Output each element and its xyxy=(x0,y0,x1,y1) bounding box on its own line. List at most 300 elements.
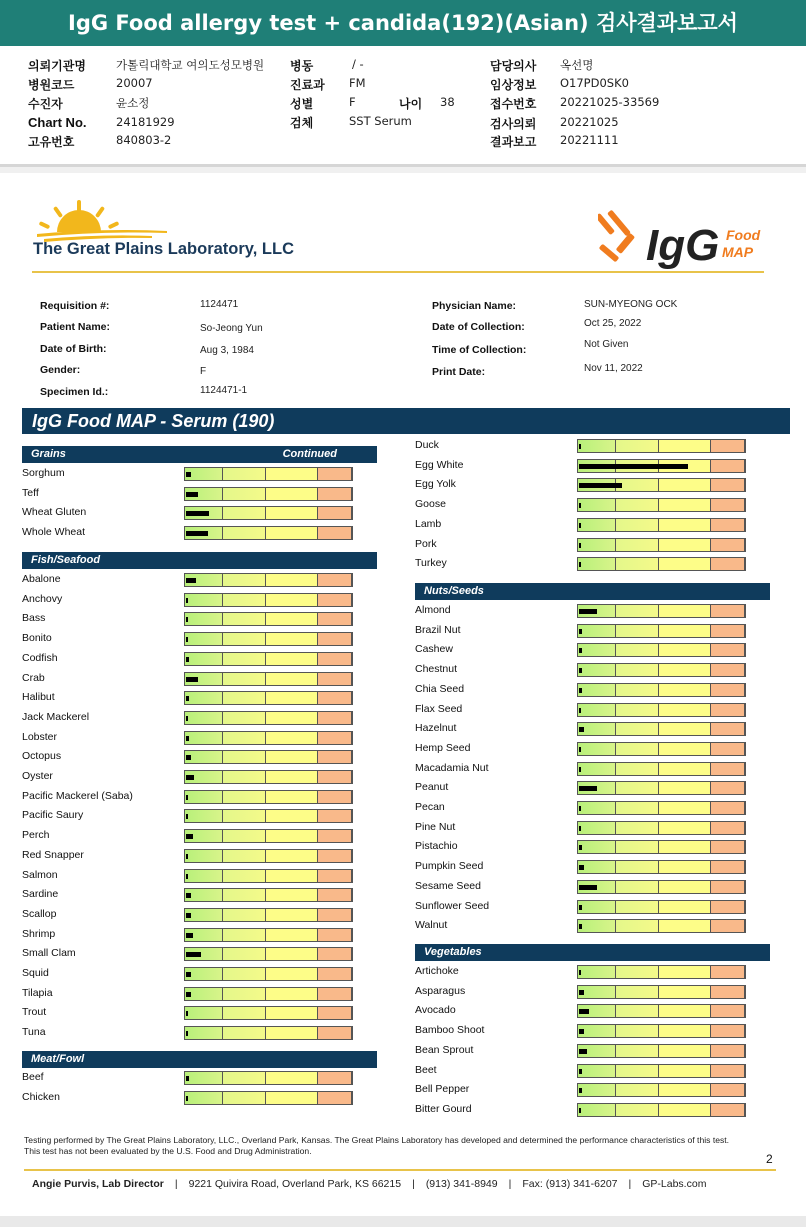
page-bottom-band xyxy=(0,1216,806,1227)
reactivity-bar xyxy=(577,498,746,512)
reactivity-zone xyxy=(711,782,745,794)
reactivity-bar xyxy=(577,1044,746,1058)
reactivity-zone xyxy=(223,468,266,480)
reactivity-zone xyxy=(711,841,745,853)
food-name: Lamb xyxy=(415,517,442,530)
food-name: Duck xyxy=(415,439,439,451)
reactivity-zone xyxy=(659,986,711,998)
reactivity-level xyxy=(186,795,188,800)
food-name: Sardine xyxy=(22,888,59,901)
food-name: Pacific Saury xyxy=(22,809,84,822)
reactivity-zone xyxy=(318,948,352,960)
reactivity-zone xyxy=(266,850,318,862)
reactivity-zone xyxy=(711,763,745,775)
reactivity-zone xyxy=(318,527,352,539)
lab-director: Angie Purvis, Lab Director xyxy=(32,1178,164,1190)
reactivity-zone xyxy=(659,1005,711,1017)
reactivity-bar xyxy=(577,478,746,492)
reactivity-zone xyxy=(318,791,352,803)
reactivity-zone xyxy=(711,499,745,511)
reactivity-bar xyxy=(577,1064,746,1078)
reactivity-zone xyxy=(266,810,318,822)
header-label: 검체 xyxy=(290,116,314,130)
reactivity-zone xyxy=(266,830,318,842)
reactivity-bar xyxy=(577,703,746,717)
reactivity-zone xyxy=(266,468,318,480)
reactivity-zone xyxy=(223,1092,266,1104)
food-name: Egg Yolk xyxy=(415,478,456,491)
reactivity-bar xyxy=(577,557,746,571)
lab-address: 9221 Quivira Road, Overland Park, KS 66215 xyxy=(188,1178,402,1190)
reactivity-zone xyxy=(578,684,616,696)
reactivity-zone xyxy=(711,901,745,913)
food-name: Asparagus xyxy=(415,984,466,997)
header-gold-rule xyxy=(32,271,764,273)
reactivity-bar xyxy=(184,467,353,481)
reactivity-zone xyxy=(711,743,745,755)
reactivity-level xyxy=(579,562,581,567)
reactivity-level xyxy=(186,1096,188,1101)
reactivity-zone xyxy=(711,1104,745,1116)
reactivity-zone xyxy=(266,771,318,783)
reactivity-level xyxy=(579,668,582,673)
reactivity-bar xyxy=(184,632,353,646)
reactivity-zone xyxy=(616,605,659,617)
reactivity-zone xyxy=(578,822,616,834)
reactivity-zone xyxy=(659,1025,711,1037)
reactivity-zone xyxy=(266,870,318,882)
reactivity-zone xyxy=(616,558,659,570)
food-name: Chestnut xyxy=(415,663,458,676)
reactivity-zone xyxy=(266,673,318,685)
header-label: 진료과 xyxy=(290,78,325,92)
header-value: 윤소정 xyxy=(116,96,150,110)
header-label: 임상정보 xyxy=(490,78,537,92)
reactivity-zone xyxy=(266,1027,318,1039)
reactivity-zone xyxy=(185,850,223,862)
reactivity-level xyxy=(186,696,189,701)
food-name: Pacific Mackerel (Saba) xyxy=(22,789,133,802)
reactivity-zone xyxy=(318,594,352,606)
reactivity-zone xyxy=(659,841,711,853)
info-value: Not Given xyxy=(584,339,629,350)
reactivity-bar xyxy=(184,987,353,1001)
reactivity-zone xyxy=(578,1065,616,1077)
reactivity-zone xyxy=(223,1007,266,1019)
reactivity-zone xyxy=(659,901,711,913)
reactivity-level xyxy=(186,716,188,721)
reactivity-zone xyxy=(318,889,352,901)
reactivity-zone xyxy=(711,881,745,893)
info-label: Physician Name: xyxy=(432,300,517,312)
igg-logo-text: IgG xyxy=(646,221,720,270)
food-name: Bean Sprout xyxy=(415,1043,474,1056)
header-label: 성별 xyxy=(290,97,314,111)
reactivity-zone xyxy=(711,664,745,676)
info-label: Print Date: xyxy=(432,366,486,378)
reactivity-zone xyxy=(659,440,711,452)
footer-contact: Angie Purvis, Lab Director | 9221 Quivira Road, Overland Park, KS 66215 | (913) 341-8949 | Fax: (913) 341-6207 | GP-Labs.com xyxy=(32,1178,707,1190)
reactivity-zone xyxy=(578,558,616,570)
header-label: 병원코드 xyxy=(28,78,75,92)
food-name: Small Clam xyxy=(22,947,76,960)
reactivity-zone xyxy=(711,1025,745,1037)
reactivity-level xyxy=(186,874,188,879)
food-name: Scallop xyxy=(22,907,57,920)
food-name: Anchovy xyxy=(22,592,63,605)
reactivity-zone xyxy=(711,986,745,998)
reactivity-bar xyxy=(577,985,746,999)
reactivity-bar xyxy=(184,487,353,501)
food-name: Sorghum xyxy=(22,467,65,479)
food-name: Hemp Seed xyxy=(415,741,471,754)
reactivity-bar xyxy=(184,691,353,705)
reactivity-level xyxy=(186,598,188,603)
food-name: Brazil Nut xyxy=(415,623,461,636)
food-name: Halibut xyxy=(22,691,55,704)
reactivity-level xyxy=(579,865,584,870)
reactivity-zone xyxy=(578,743,616,755)
reactivity-bar xyxy=(184,869,353,883)
lab-fax: Fax: (913) 341-6207 xyxy=(522,1178,618,1190)
reactivity-zone xyxy=(185,613,223,625)
food-name: Tilapia xyxy=(22,986,53,999)
reactivity-bar xyxy=(577,439,746,453)
reactivity-zone xyxy=(318,732,352,744)
reactivity-zone xyxy=(711,519,745,531)
map-title: IgG Food MAP - Serum (190) xyxy=(22,408,790,434)
reactivity-zone xyxy=(318,488,352,500)
reactivity-level xyxy=(579,905,582,910)
food-name: Almond xyxy=(415,604,451,616)
food-name: Tuna xyxy=(22,1026,46,1039)
section-header xyxy=(22,1051,377,1068)
reactivity-bar xyxy=(184,1091,353,1105)
section-header xyxy=(415,583,770,600)
reactivity-level xyxy=(186,913,191,918)
lab-phone: (913) 341-8949 xyxy=(425,1178,498,1190)
reactivity-zone xyxy=(711,704,745,716)
reactivity-bar xyxy=(577,1103,746,1117)
reactivity-zone xyxy=(616,743,659,755)
reactivity-zone xyxy=(711,460,745,472)
reactivity-zone xyxy=(223,653,266,665)
section-continued: Continued xyxy=(282,448,337,460)
reactivity-level xyxy=(579,826,581,831)
reactivity-zone xyxy=(266,732,318,744)
food-name: Pine Nut xyxy=(415,820,456,833)
reactivity-zone xyxy=(659,605,711,617)
reactivity-level xyxy=(186,492,198,497)
lab-website[interactable]: GP-Labs.com xyxy=(642,1178,707,1190)
reactivity-bar xyxy=(184,829,353,843)
reactivity-zone xyxy=(711,920,745,932)
reactivity-zone xyxy=(711,861,745,873)
header-value: F xyxy=(349,95,356,109)
reactivity-zone xyxy=(616,986,659,998)
header-label: 고유번호 xyxy=(28,135,75,149)
reactivity-level xyxy=(579,845,582,850)
reactivity-zone xyxy=(185,692,223,704)
reactivity-zone xyxy=(711,1084,745,1096)
reactivity-zone xyxy=(223,732,266,744)
reactivity-zone xyxy=(616,644,659,656)
reactivity-level xyxy=(186,755,191,760)
reactivity-level xyxy=(186,992,191,997)
info-label: Specimen Id.: xyxy=(40,386,109,398)
header-label: 결과보고 xyxy=(490,135,537,149)
reactivity-zone xyxy=(659,861,711,873)
header-value: SST Serum xyxy=(349,114,412,128)
reactivity-zone xyxy=(711,822,745,834)
reactivity-zone xyxy=(711,479,745,491)
reactivity-zone xyxy=(659,664,711,676)
reactivity-level xyxy=(186,814,188,819)
reactivity-zone xyxy=(616,704,659,716)
reactivity-bar xyxy=(577,604,746,618)
reactivity-level xyxy=(186,637,188,642)
reactivity-zone xyxy=(185,1007,223,1019)
info-label: Date of Birth: xyxy=(40,343,107,355)
reactivity-zone xyxy=(616,763,659,775)
food-name: Crab xyxy=(22,671,45,684)
food-name: Teff xyxy=(22,486,39,499)
food-name: Bonito xyxy=(22,632,52,645)
header-value: O17PD0SK0 xyxy=(560,76,629,90)
reactivity-zone xyxy=(223,870,266,882)
header-label: 검사의뢰 xyxy=(490,117,537,131)
reactivity-zone xyxy=(616,802,659,814)
reactivity-zone xyxy=(578,802,616,814)
reactivity-zone xyxy=(223,889,266,901)
reactivity-zone xyxy=(266,889,318,901)
reactivity-zone xyxy=(659,1045,711,1057)
reactivity-level xyxy=(579,523,581,528)
reactivity-level xyxy=(579,1108,581,1113)
reactivity-zone xyxy=(266,594,318,606)
reactivity-level xyxy=(186,472,191,477)
reactivity-zone xyxy=(659,519,711,531)
reactivity-zone xyxy=(578,1104,616,1116)
reactivity-zone xyxy=(318,468,352,480)
reactivity-level xyxy=(186,1011,188,1016)
info-label: Requisition #: xyxy=(40,300,110,312)
reactivity-zone xyxy=(185,1027,223,1039)
reactivity-zone xyxy=(659,822,711,834)
reactivity-level xyxy=(579,464,688,469)
reactivity-zone xyxy=(223,692,266,704)
reactivity-zone xyxy=(318,1072,352,1084)
food-name: Bell Pepper xyxy=(415,1083,470,1096)
reactivity-zone xyxy=(223,613,266,625)
reactivity-bar xyxy=(184,967,353,981)
info-value: So-Jeong Yun xyxy=(200,323,263,334)
reactivity-zone xyxy=(318,1027,352,1039)
reactivity-zone xyxy=(223,488,266,500)
reactivity-zone xyxy=(578,499,616,511)
header-label: 수진자 xyxy=(28,97,63,111)
reactivity-level xyxy=(579,885,597,890)
food-name: Shrimp xyxy=(22,927,56,940)
header-value: 24181929 xyxy=(116,115,175,129)
reactivity-bar xyxy=(577,742,746,756)
reactivity-zone xyxy=(659,499,711,511)
reactivity-bar xyxy=(184,849,353,863)
reactivity-zone xyxy=(711,539,745,551)
reactivity-zone xyxy=(266,1072,318,1084)
reactivity-zone xyxy=(266,712,318,724)
reactivity-zone xyxy=(711,440,745,452)
igg-logo-sub: Food xyxy=(726,227,761,243)
reactivity-zone xyxy=(578,625,616,637)
reactivity-level xyxy=(579,483,622,488)
reactivity-zone xyxy=(266,988,318,1000)
reactivity-zone xyxy=(185,870,223,882)
reactivity-zone xyxy=(616,519,659,531)
header-value: 38 xyxy=(440,95,455,109)
reactivity-zone xyxy=(616,966,659,978)
reactivity-zone xyxy=(185,594,223,606)
food-name: Salmon xyxy=(22,868,58,881)
reactivity-zone xyxy=(318,988,352,1000)
section-title: Vegetables xyxy=(424,946,482,958)
header-label: Chart No. xyxy=(28,115,87,130)
reactivity-zone xyxy=(266,507,318,519)
reactivity-level xyxy=(579,1088,582,1093)
reactivity-bar xyxy=(184,809,353,823)
reactivity-zone xyxy=(266,929,318,941)
reactivity-bar xyxy=(577,1004,746,1018)
reactivity-zone xyxy=(659,802,711,814)
reactivity-level xyxy=(579,767,581,772)
info-label: Patient Name: xyxy=(40,321,111,333)
reactivity-zone xyxy=(266,909,318,921)
food-name: Chicken xyxy=(22,1090,60,1103)
section-title: Meat/Fowl xyxy=(31,1053,85,1065)
food-name: Pecan xyxy=(415,801,445,813)
header-label: 병동 xyxy=(290,59,314,73)
food-name: Bitter Gourd xyxy=(415,1102,472,1115)
reactivity-zone xyxy=(616,822,659,834)
reactivity-level xyxy=(186,972,191,977)
section-header xyxy=(22,446,377,463)
reactivity-level xyxy=(579,708,581,713)
reactivity-bar xyxy=(577,801,746,815)
food-name: Pistachio xyxy=(415,840,458,853)
reactivity-zone xyxy=(659,704,711,716)
info-label: Time of Collection: xyxy=(432,344,527,356)
reactivity-zone xyxy=(318,909,352,921)
reactivity-zone xyxy=(223,1027,266,1039)
food-name: Abalone xyxy=(22,573,61,585)
reactivity-zone xyxy=(711,1065,745,1077)
reactivity-zone xyxy=(711,605,745,617)
reactivity-bar xyxy=(184,506,353,520)
reactivity-level xyxy=(186,775,194,780)
food-name: Chia Seed xyxy=(415,682,465,695)
reactivity-level xyxy=(579,444,581,449)
reactivity-zone xyxy=(318,968,352,980)
reactivity-bar xyxy=(184,526,353,540)
reactivity-level xyxy=(186,933,193,938)
reactivity-zone xyxy=(318,692,352,704)
reactivity-zone xyxy=(223,791,266,803)
reactivity-zone xyxy=(266,751,318,763)
info-value: 1124471 xyxy=(200,299,239,310)
reactivity-bar xyxy=(577,860,746,874)
reactivity-zone xyxy=(578,1084,616,1096)
reactivity-zone xyxy=(711,1045,745,1057)
section-header xyxy=(415,944,770,961)
reactivity-zone xyxy=(185,633,223,645)
reactivity-zone xyxy=(616,1045,659,1057)
reactivity-zone xyxy=(266,488,318,500)
food-name: Egg White xyxy=(415,458,464,471)
header-label: 접수번호 xyxy=(490,97,537,111)
reactivity-zone xyxy=(266,613,318,625)
header-value: 가톨릭대학교 여의도성모병원 xyxy=(116,58,265,72)
reactivity-bar xyxy=(184,770,353,784)
reactivity-zone xyxy=(318,850,352,862)
food-name: Pork xyxy=(415,537,437,550)
reactivity-zone xyxy=(185,1072,223,1084)
reactivity-zone xyxy=(578,841,616,853)
food-name: Sesame Seed xyxy=(415,879,481,892)
page-gap xyxy=(0,167,806,173)
food-name: Lobster xyxy=(22,730,58,743)
reactivity-zone xyxy=(659,1065,711,1077)
reactivity-zone xyxy=(578,440,616,452)
section-title: Fish/Seafood xyxy=(31,554,101,566)
reactivity-bar xyxy=(577,919,746,933)
reactivity-level xyxy=(579,990,584,995)
reactivity-zone xyxy=(223,1072,266,1084)
header-value: 20221111 xyxy=(560,133,619,147)
reactivity-zone xyxy=(659,966,711,978)
reactivity-zone xyxy=(185,791,223,803)
reactivity-zone xyxy=(318,771,352,783)
footer-disclaimer: Testing performed by The Great Plains Laboratory, LLC., Overland Park, Kansas. The Great Plains Laboratory has developed and determined the performance characteristics of this test. This test has not been evaluated by the U.S. Food and Drug Administration. xyxy=(24,1135,730,1156)
reactivity-zone xyxy=(266,692,318,704)
reactivity-zone xyxy=(616,841,659,853)
reactivity-zone xyxy=(578,901,616,913)
food-name: Octopus xyxy=(22,750,62,763)
reactivity-bar xyxy=(184,888,353,902)
info-value: Nov 11, 2022 xyxy=(584,363,643,374)
food-name: Pumpkin Seed xyxy=(415,860,484,873)
reactivity-zone xyxy=(318,613,352,625)
reactivity-zone xyxy=(223,633,266,645)
reactivity-zone xyxy=(318,653,352,665)
food-name: Avocado xyxy=(415,1004,456,1017)
food-name: Cashew xyxy=(415,643,453,656)
reactivity-zone xyxy=(711,684,745,696)
header-value: 20221025-33569 xyxy=(560,95,660,109)
reactivity-zone xyxy=(616,901,659,913)
header-value: 20221025 xyxy=(560,115,619,129)
reactivity-bar xyxy=(577,762,746,776)
reactivity-zone xyxy=(711,802,745,814)
section-title: Grains xyxy=(31,448,66,460)
header-value: FM xyxy=(349,76,366,90)
reactivity-zone xyxy=(578,966,616,978)
reactivity-zone xyxy=(659,763,711,775)
reactivity-zone xyxy=(578,539,616,551)
reactivity-zone xyxy=(616,539,659,551)
info-label: Gender: xyxy=(40,364,81,376)
reactivity-level xyxy=(579,806,581,811)
report-title: IgG Food allergy test + candida(192)(Asian) 검사결과보고서 xyxy=(0,0,806,46)
